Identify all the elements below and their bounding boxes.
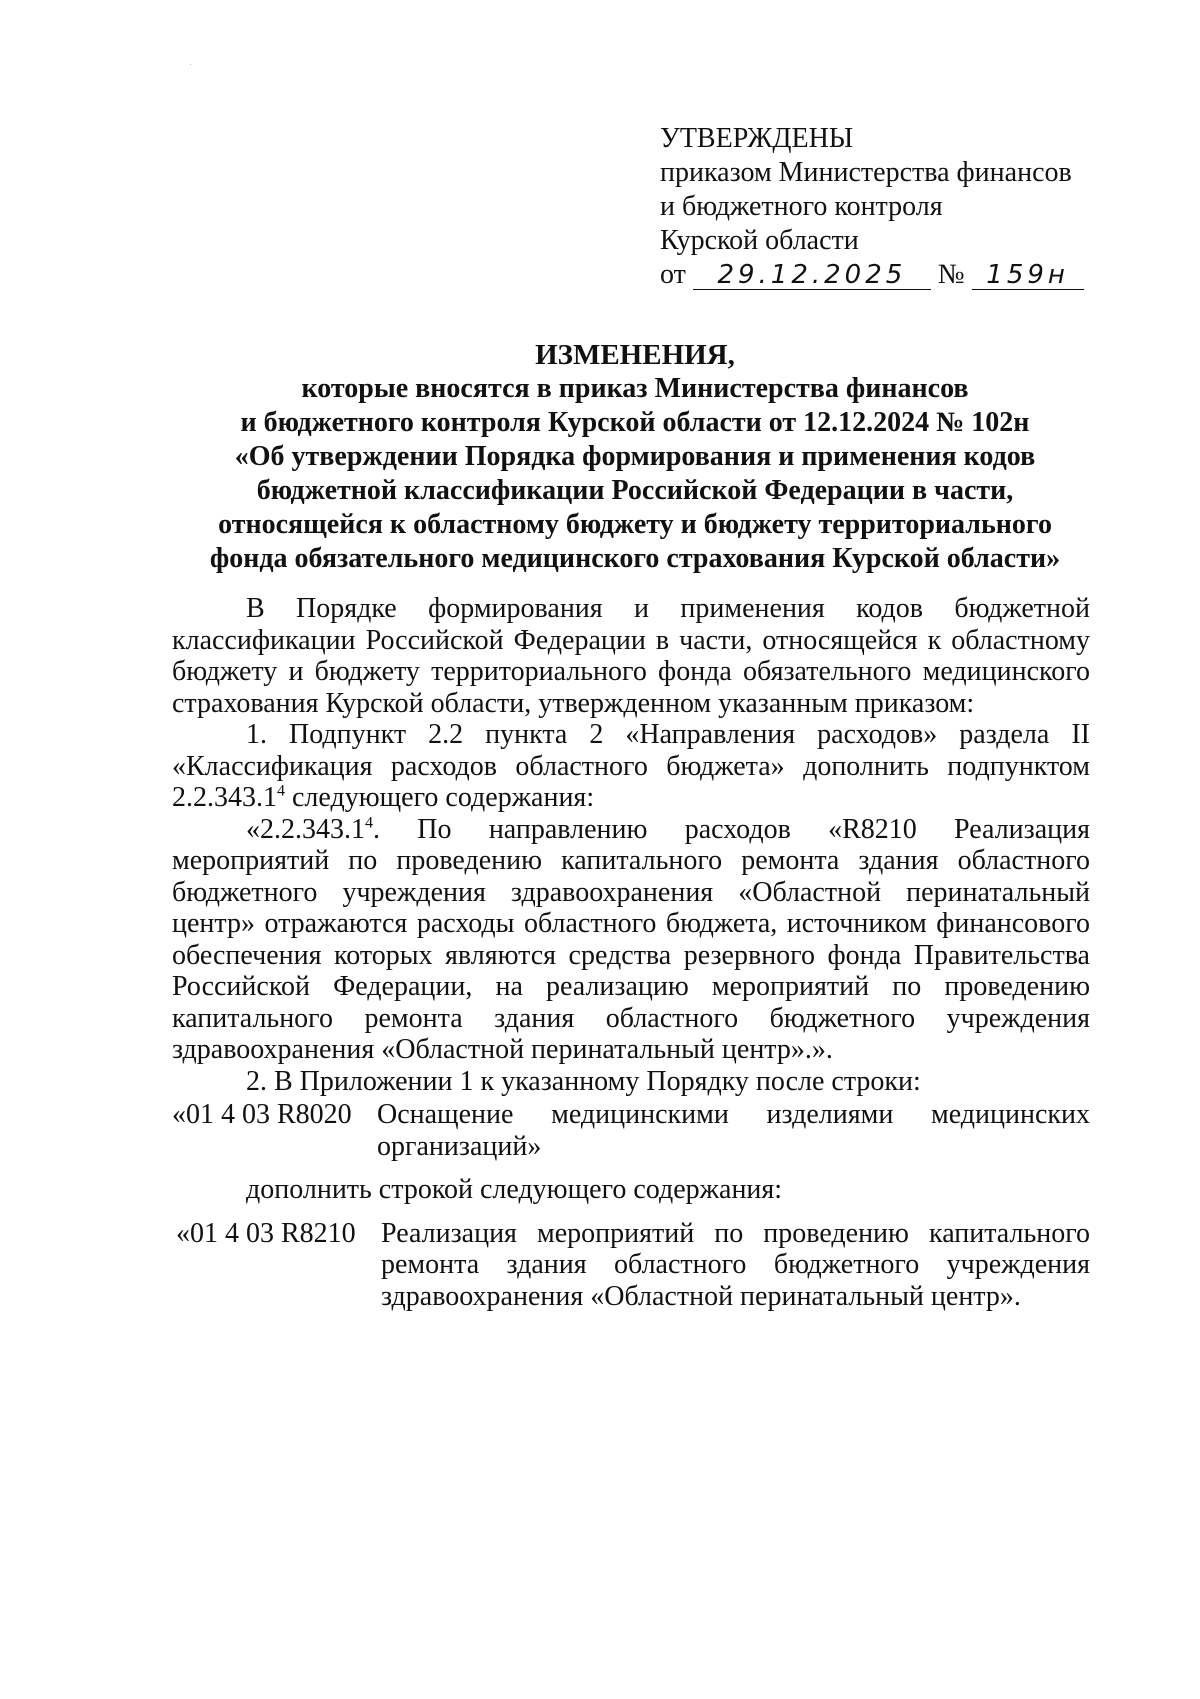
- table-row: [176, 1218, 1090, 1313]
- quote-paragraph: [172, 814, 1090, 1066]
- approval-heading: УТВЕРЖДЕНЫ: [660, 123, 854, 154]
- item-1-tail: следующего содержания:: [285, 782, 595, 813]
- title-line-2: и бюджетного контроля Курской области от 12.12.2024 № 102н: [240, 407, 1030, 438]
- approval-line-2: приказом Министерства финансов: [660, 157, 1072, 188]
- item-1-superscript: 4: [277, 782, 285, 800]
- handwritten-date: 29.12.2025: [693, 261, 931, 290]
- title-line-6: фонда обязательного медицинского страхования Курской области»: [209, 543, 1061, 574]
- item-2-paragraph: 2. В Приложении 1 к указанному Порядку после строки:: [246, 1065, 921, 1097]
- title-line-1: которые вносятся в приказ Министерства финансов: [301, 373, 969, 404]
- quote-start: «2.2.343.1: [246, 813, 365, 845]
- title-heading: ИЗМЕНЕНИЯ,: [535, 339, 735, 371]
- item-1-paragraph: [172, 719, 1090, 814]
- item-1-text: 1. Подпункт 2.2 пункта 2 «Направления расходов» раздела II «Классификация расходов областного бюджета» дополнить подпунктом 2.2.343.1: [172, 719, 1090, 813]
- approval-date-line: [660, 258, 1084, 292]
- row-code: «01 4 03 R8210: [176, 1217, 356, 1249]
- number-prefix: №: [937, 259, 965, 290]
- handwritten-number: 159н: [972, 261, 1084, 290]
- document-title: [180, 338, 1090, 576]
- approval-line-4: Курской области: [660, 225, 859, 256]
- row-description: Оснащение медицинскими изделиями медицинских организаций»: [377, 1099, 1090, 1162]
- table-row: [172, 1099, 1090, 1162]
- row-description: Реализация мероприятий по проведению капитального ремонта здания областного бюджетного учреждения здравоохранения «Областной перинатальный центр».: [381, 1217, 1090, 1312]
- quote-text: . По направлению расходов «R8210 Реализация мероприятий по проведению капитального ремонта здания областного бюджетного учреждения здравоохранения «Областной перинатальный центр» отражаются расходы областного бюджета, источником финансового обеспечения которых являются средства резервного фонда Правительства Российской Федерации, на реализацию мероприятий по проведению капитального ремонта здания областного бюджетного учреждения здравоохранения «Областной перинатальный центр».».: [172, 813, 1090, 1065]
- approval-line-3: и бюджетного контроля: [660, 191, 943, 222]
- title-line-3: «Об утверждении Порядка формирования и применения кодов: [234, 441, 1036, 472]
- row-code: «01 4 03 R8020: [172, 1099, 352, 1130]
- middle-instruction: дополнить строкой следующего содержания:: [246, 1174, 783, 1205]
- title-line-5: относящейся к областному бюджету и бюджету территориального: [218, 509, 1052, 540]
- document-body: [172, 593, 1090, 1312]
- quote-superscript: 4: [365, 814, 373, 832]
- scan-speck: [190, 64, 191, 65]
- intro-paragraph: В Порядке формирования и применения кодов бюджетной классификации Российской Федерации в части, относящейся к областному бюджету и бюджету территориального фонда обязательного медицинского страхования Курской области, утвержденном указанным приказом:: [172, 593, 1090, 719]
- date-prefix: от: [660, 259, 686, 290]
- title-line-4: бюджетной классификации Российской Федерации в части,: [256, 475, 1014, 506]
- approval-stamp: [660, 122, 1084, 292]
